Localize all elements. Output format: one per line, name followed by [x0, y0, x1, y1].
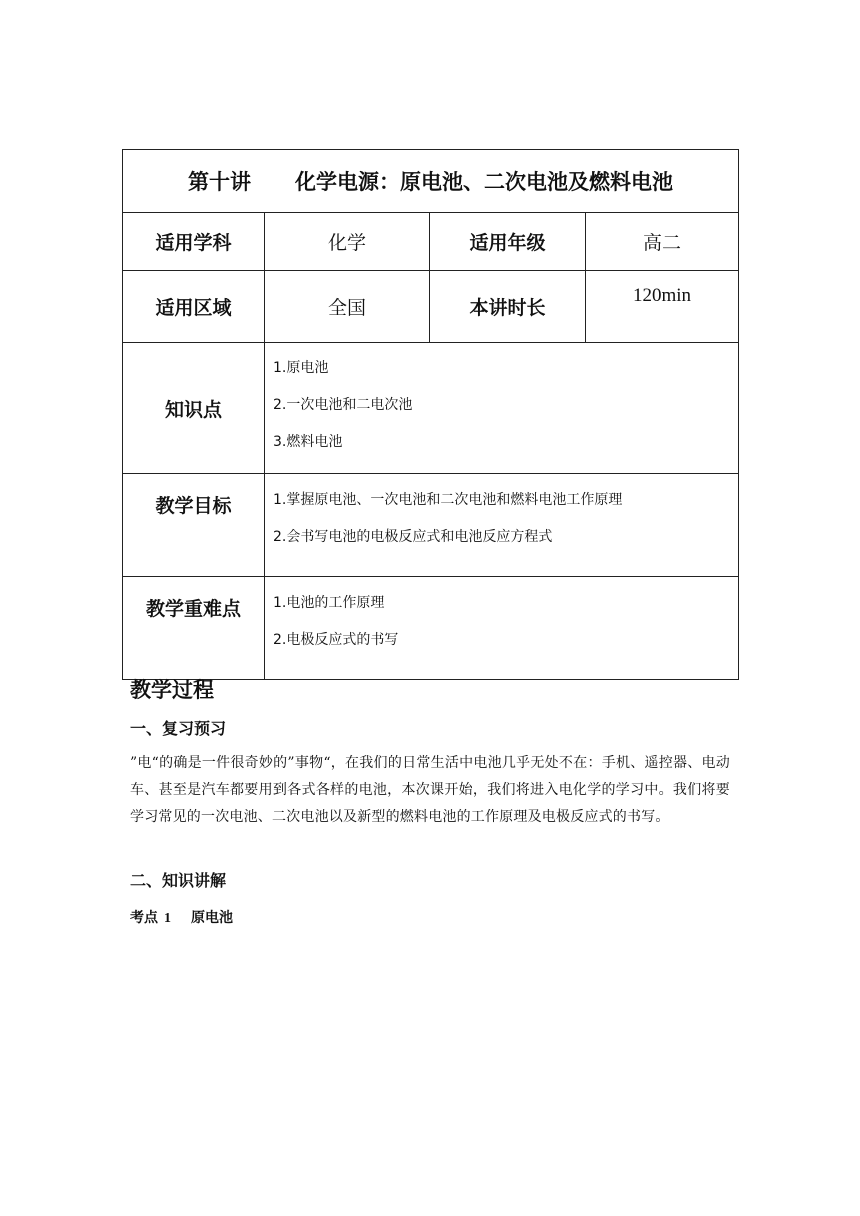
list-item: 1.原电池: [273, 360, 329, 376]
goals-label: 教学目标: [123, 474, 265, 577]
section-title: 教学过程: [130, 678, 214, 702]
topic-heading: [130, 907, 233, 927]
subject-label: 适用学科: [123, 213, 265, 271]
list-item: 1.掌握原电池、一次电池和二次电池和燃料电池工作原理: [273, 492, 623, 508]
lecture-title: 化学电源：原电池、二次电池及燃料电池: [295, 170, 673, 194]
key-points-list: [265, 577, 739, 680]
duration-value: 120min: [586, 271, 739, 343]
meta-row-region: [123, 271, 739, 343]
lesson-title-cell: [123, 150, 739, 213]
region-value: 全国: [265, 271, 430, 343]
list-item: 2.电极反应式的书写: [273, 632, 399, 648]
knowledge-list: [265, 343, 739, 474]
knowledge-label: 知识点: [123, 343, 265, 474]
key-points-label: 教学重难点: [123, 577, 265, 680]
lesson-info-table: [122, 149, 739, 680]
goals-list: [265, 474, 739, 577]
list-item: 3.燃料电池: [273, 434, 343, 450]
grade-label: 适用年级: [430, 213, 586, 271]
lecture-number: 第十讲: [188, 170, 251, 194]
subject-value: 化学: [265, 213, 430, 271]
topic-prefix: 考点: [130, 910, 158, 926]
knowledge-row: [123, 343, 739, 474]
topic-number: 1: [164, 911, 171, 926]
knowledge-heading: 二、知识讲解: [130, 871, 227, 890]
review-heading: 一、复习预习: [130, 719, 227, 738]
key-points-row: [123, 577, 739, 680]
topic-title: 原电池: [191, 910, 233, 926]
meta-row-subject: [123, 213, 739, 271]
list-item: 2.一次电池和二电次池: [273, 397, 413, 413]
region-label: 适用区域: [123, 271, 265, 343]
lesson-title-row: [123, 150, 739, 213]
review-paragraph: ”电“的确是一件很奇妙的”事物“，在我们的日常生活中电池几乎无处不在：手机、遥控器、电动车、甚至是汽车都要用到各式各样的电池，本次课开始，我们将进入电化学的学习中。我们将要学习常见的一次电池、二次电池以及新型的燃料电池的工作原理及电极反应式的书写。: [130, 755, 730, 825]
list-item: 1.电池的工作原理: [273, 595, 385, 611]
duration-label: 本讲时长: [430, 271, 586, 343]
goals-row: [123, 474, 739, 577]
list-item: 2.会书写电池的电极反应式和电池反应方程式: [273, 529, 553, 545]
grade-value: 高二: [586, 213, 739, 271]
